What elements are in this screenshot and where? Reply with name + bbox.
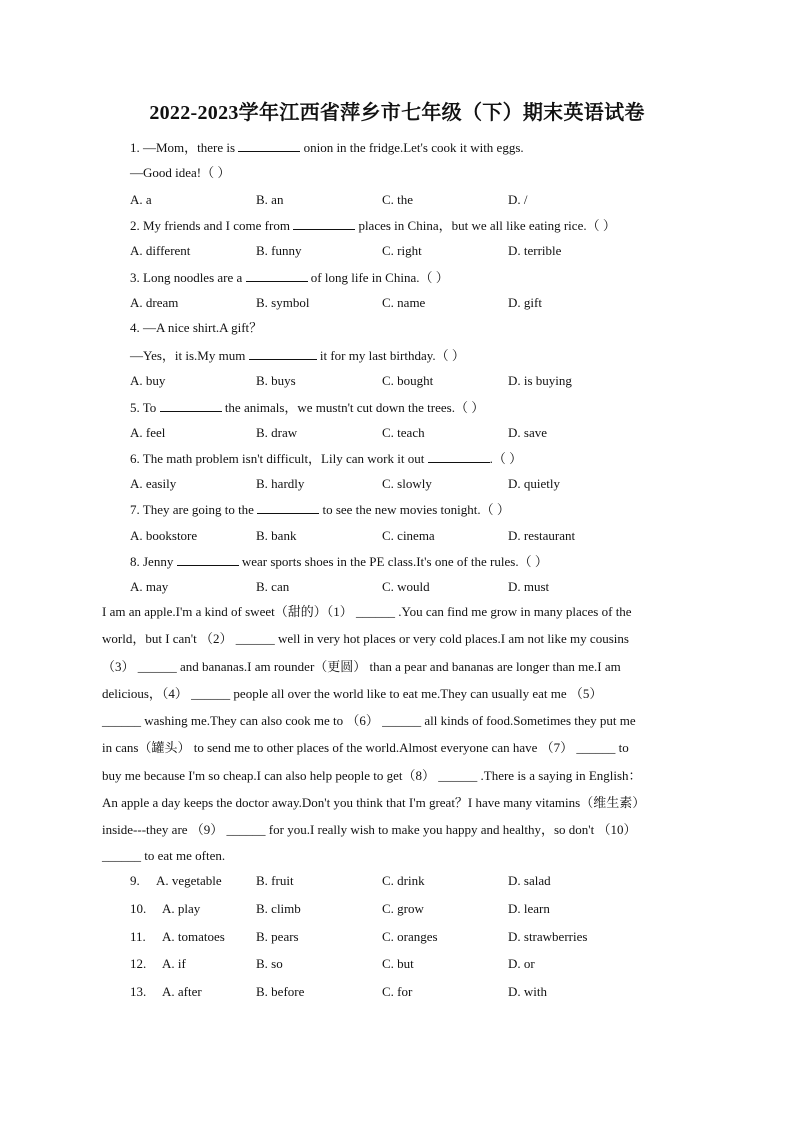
passage-line: delicious，（4） ______ people all over the world like to eat me.They can usually eat me （5）	[102, 686, 603, 701]
question-1-option-a: A. a	[130, 192, 152, 207]
answer-blank	[293, 216, 355, 230]
question-7-option-c: C. cinema	[382, 528, 435, 543]
question-8-option-d: D. must	[508, 579, 550, 594]
question-8-option-c: C. would	[382, 579, 430, 594]
passage-line: world，but I can't （2） ______ well in very hot places or very cold places.I am not like my cousins	[102, 631, 629, 646]
question-3-option-b: B. symbol	[256, 295, 310, 310]
passage-line: in cans（罐头） to send me to other places of the world.Almost everyone can have （7） ______ to	[102, 740, 629, 755]
question-1-option-c: C. the	[382, 192, 414, 207]
question-5-option-c: C. teach	[382, 425, 425, 440]
answer-blank	[177, 552, 239, 566]
cloze-11-option-c: C. oranges	[382, 929, 438, 944]
cloze-9-option-d: D. salad	[508, 873, 551, 888]
passage-line: buy me because I'm so cheap.I can also help people to get（8） ______ .There is a saying in English：	[102, 768, 642, 783]
cloze-11-option-b: B. pears	[256, 929, 299, 944]
question-2: 2. My friends and I come from places in China，but we all like eating rice.（ ）	[130, 218, 616, 233]
cloze-10-option-c: C. grow	[382, 901, 424, 916]
question-1-option-b: B. an	[256, 192, 284, 207]
question-8-option-b: B. can	[256, 579, 290, 594]
question-7-option-d: D. restaurant	[508, 528, 576, 543]
cloze-12-option-a: A. if	[162, 956, 186, 971]
question-3-option-d: D. gift	[508, 295, 542, 310]
cloze-number: 10.	[130, 901, 147, 916]
passage-line: An apple a day keeps the doctor away.Don't you think that I'm great？I have many vitamins（维生素）	[102, 795, 646, 810]
question-4: 4. —A nice shirt.A gift？	[130, 320, 263, 335]
cloze-9-option-a: A. vegetable	[156, 873, 222, 888]
question-4-option-b: B. buys	[256, 373, 296, 388]
passage-line: inside---they are （9） ______ for you.I really wish to make you happy and healthy，so don't （10）	[102, 822, 637, 837]
question-5: 5. To the animals，we mustn't cut down the trees.（ ）	[130, 400, 485, 415]
answer-blank	[257, 500, 319, 514]
cloze-9-option-c: C. drink	[382, 873, 425, 888]
question-6-option-d: D. quietly	[508, 476, 560, 491]
cloze-number: 11.	[130, 929, 146, 944]
question-1-option-d: D. /	[508, 192, 528, 207]
cloze-10-option-b: B. climb	[256, 901, 301, 916]
cloze-13-option-b: B. before	[256, 984, 305, 999]
cloze-10-option-a: A. play	[162, 901, 201, 916]
answer-blank	[238, 138, 300, 152]
cloze-number: 9.	[130, 873, 140, 888]
cloze-13-option-d: D. with	[508, 984, 547, 999]
question-6-option-b: B. hardly	[256, 476, 305, 491]
question-6: 6. The math problem isn't difficult，Lily can work it out .（ ）	[130, 451, 523, 466]
question-2-option-b: B. funny	[256, 243, 302, 258]
question-3: 3. Long noodles are a of long life in China.（ ）	[130, 270, 449, 285]
cloze-13-option-c: C. for	[382, 984, 413, 999]
cloze-11-option-a: A. tomatoes	[162, 929, 225, 944]
question-3-option-a: A. dream	[130, 295, 179, 310]
answer-blank	[428, 449, 490, 463]
cloze-number: 12.	[130, 956, 147, 971]
question-7: 7. They are going to the to see the new movies tonight.（ ）	[130, 502, 510, 517]
answer-blank	[246, 268, 308, 282]
question-2-option-d: D. terrible	[508, 243, 562, 258]
question-8: 8. Jenny wear sports shoes in the PE class.It's one of the rules.（ ）	[130, 554, 548, 569]
cloze-12-option-b: B. so	[256, 956, 283, 971]
question-2-option-a: A. different	[130, 243, 191, 258]
question-5-option-d: D. save	[508, 425, 547, 440]
cloze-10-option-d: D. learn	[508, 901, 550, 916]
question-5-option-b: B. draw	[256, 425, 298, 440]
question-5-option-a: A. feel	[130, 425, 166, 440]
question-7-option-b: B. bank	[256, 528, 297, 543]
passage-line: （3） ______ and bananas.I am rounder（更圆） than a pear and bananas are longer than me.I am	[102, 659, 621, 674]
question-3-option-c: C. name	[382, 295, 426, 310]
cloze-13-option-a: A. after	[162, 984, 202, 999]
question-8-option-a: A. may	[130, 579, 169, 594]
cloze-9-option-b: B. fruit	[256, 873, 294, 888]
page-title: 2022-2023学年江西省萍乡市七年级（下）期末英语试卷	[149, 102, 645, 124]
answer-blank	[160, 398, 222, 412]
cloze-number: 13.	[130, 984, 147, 999]
question-1-reply: —Good idea!（ ）	[130, 165, 231, 180]
question-4-option-c: C. bought	[382, 373, 434, 388]
cloze-12-option-d: D. or	[508, 956, 535, 971]
cloze-12-option-c: C. but	[382, 956, 414, 971]
answer-blank	[249, 346, 317, 360]
question-4-reply: —Yes，it is.My mum it for my last birthday.（ ）	[130, 348, 465, 363]
question-1: 1. —Mom，there is onion in the fridge.Let's cook it with eggs.	[130, 140, 524, 155]
passage-line: ______ to eat me often.	[102, 848, 226, 863]
question-6-option-c: C. slowly	[382, 476, 432, 491]
question-4-option-d: D. is buying	[508, 373, 572, 388]
question-6-option-a: A. easily	[130, 476, 177, 491]
question-2-option-c: C. right	[382, 243, 422, 258]
cloze-11-option-d: D. strawberries	[508, 929, 588, 944]
question-4-option-a: A. buy	[130, 373, 166, 388]
question-7-option-a: A. bookstore	[130, 528, 198, 543]
passage-line: I am an apple.I'm a kind of sweet（甜的）（1） ______ .You can find me grow in many places of the	[102, 604, 632, 619]
passage-line: ______ washing me.They can also cook me to （6） ______ all kinds of food.Sometimes they put me	[102, 713, 636, 728]
